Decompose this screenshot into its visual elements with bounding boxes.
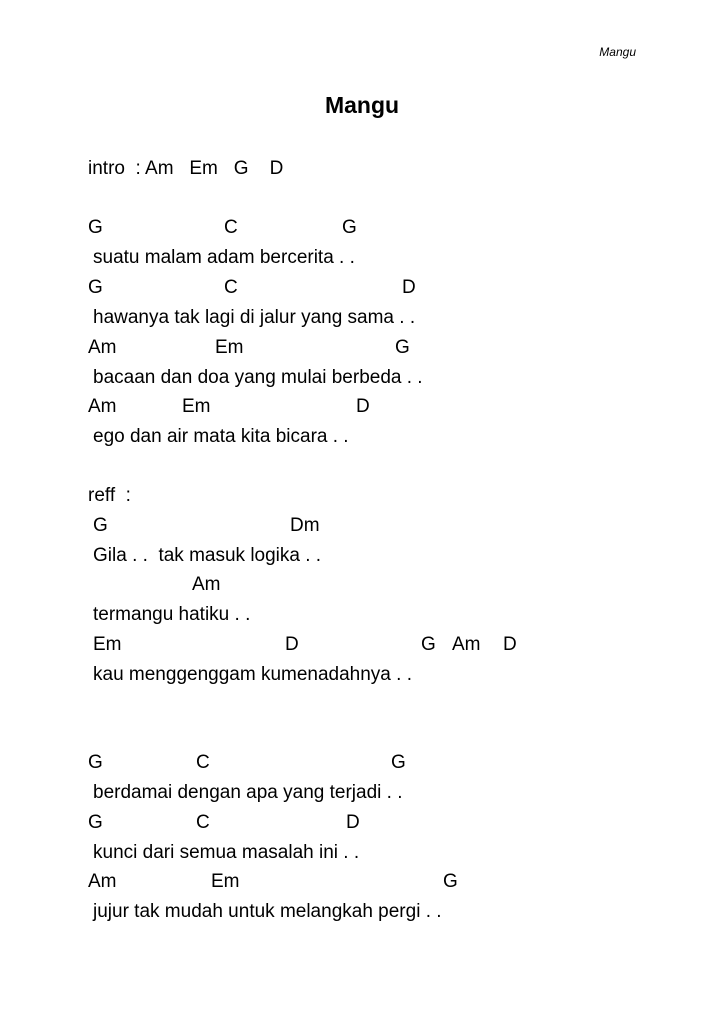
intro-line: intro : Am Em G D [88,158,284,179]
chord: D [503,634,517,655]
chord: G [391,752,406,773]
song-title: Mangu [324,92,400,118]
lyric-line: ego dan air mata kita bicara . . [93,426,349,447]
lyric-line: kau menggenggam kumenadahnya . . [93,664,412,685]
chord: Am [88,396,117,417]
chord: C [224,217,238,238]
lyric-line: jujur tak mudah untuk melangkah pergi . . [93,901,442,922]
chord: D [356,396,370,417]
chord: Em [211,871,240,892]
chord: Am [192,574,221,595]
chord: Em [93,634,122,655]
chord: D [285,634,299,655]
chord: G [88,812,103,833]
lyric-line: termangu hatiku . . [93,604,251,625]
chord: G [342,217,357,238]
lyric-line: hawanya tak lagi di jalur yang sama . . [93,307,416,328]
chord: G [93,515,108,536]
chord: G [88,217,103,238]
chord: Am [452,634,481,655]
chord: C [224,277,238,298]
lyric-line: suatu malam adam bercerita . . [93,247,355,268]
chord: G [88,752,103,773]
chord: C [196,752,210,773]
chord: G [443,871,458,892]
chord: G [88,277,103,298]
chord: C [196,812,210,833]
chord: Em [182,396,211,417]
chord: Am [88,871,117,892]
chord: G [395,337,410,358]
lyric-line: berdamai dengan apa yang terjadi . . [93,782,403,803]
chord: G [421,634,436,655]
lyric-line: kunci dari semua masalah ini . . [93,842,360,863]
chord: D [346,812,360,833]
chord: Dm [290,515,320,536]
section-label: reff : [88,485,131,506]
chord: Am [88,337,117,358]
lyric-line: Gila . . tak masuk logika . . [93,545,322,566]
lyric-line: bacaan dan doa yang mulai berbeda . . [93,367,423,388]
chord: Em [215,337,244,358]
chord: D [402,277,416,298]
running-header: Mangu [599,45,636,59]
